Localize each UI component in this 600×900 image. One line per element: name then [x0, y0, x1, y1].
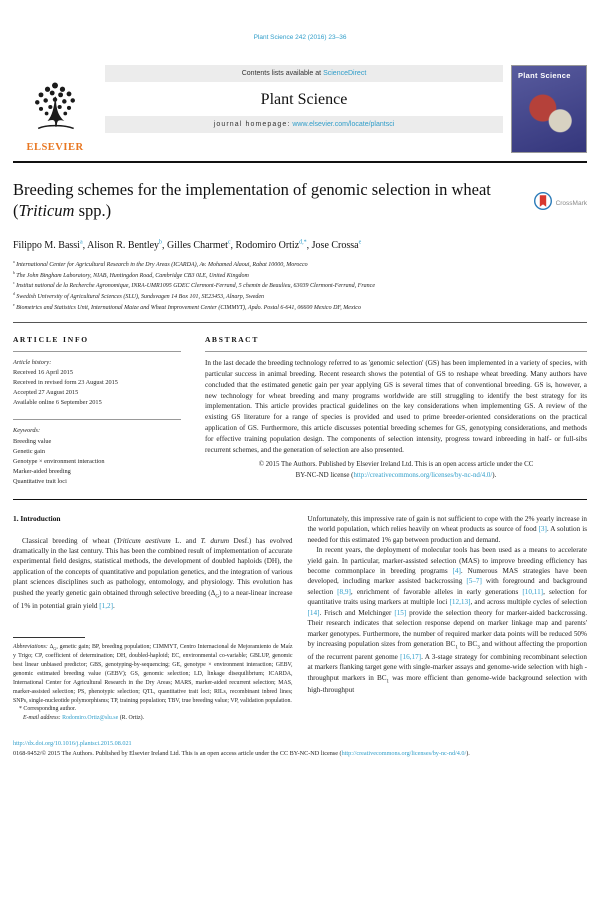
article-history-label: Article history:	[13, 359, 52, 367]
issn-copyright-line: 0168-9452/© 2015 The Authors. Published by Elsevier Ireland Ltd. This is an open access article under the CC BY-NC-ND license (http://creativecommons.org/licenses/by-nc-nd/4.0/).	[13, 749, 470, 757]
history-item: Received in revised form 23 August 2015	[13, 379, 118, 387]
copyright-line: © 2015 The Authors. Published by Elsevier Ireland Ltd. This is an open access article under the CC	[258, 461, 534, 469]
keyword: Breeding value	[13, 437, 52, 445]
abstract-copyright	[205, 460, 587, 481]
article-title: Breeding schemes for the implementation of genomic selection in wheat (Triticum spp.)	[13, 180, 491, 221]
journal-cover-thumbnail[interactable]	[511, 65, 587, 153]
homepage-link[interactable]: www.elsevier.com/locate/plantsci	[292, 121, 395, 128]
homepage-strip	[105, 116, 503, 133]
affiliation: $^d$ Swedish University of Agricultural Sciences (SLU), Sundsvagen 14 Box 101, SE23453, Alnarp, Sweden	[13, 291, 265, 300]
sciencedirect-link[interactable]: ScienceDirect	[323, 70, 367, 77]
header-center	[105, 65, 503, 153]
journal-header	[13, 65, 587, 153]
footnote-rule	[13, 637, 85, 638]
contents-strip	[105, 65, 503, 82]
email-link[interactable]: Rodomiro.Ortiz@slu.se	[62, 715, 119, 722]
contents-text: Contents lists available at	[241, 70, 322, 77]
email-line: E-mail address: Rodomiro.Ortiz@slu.se (R. Ortiz).	[23, 715, 145, 722]
footer-license-link[interactable]: http://creativecommons.org/licenses/by-nc-nd/4.0/	[341, 749, 467, 757]
homepage-label: journal homepage:	[213, 121, 291, 128]
abstract-text: In the last decade the breeding technology referred to as 'genomic selection' (GS) has been implemented in a variety of species, with particular success in animal breeding. Recent research shows the potential of GS to reshape wheat breeding. Many authors have concluded that the estimated genetic gain per year applying GS is several times that of conventional breeding. GS is, however, a new technology for wheat breeding and many programs worldwide are still struggling to identify the best strategy for its implementation. This article provides practical guidelines on the key considerations when implementing GS. A review of the existing GS literature for a range of species is provided and used to prime breeder-oriented considerations on the practical application of GS. Furthermore, this article discusses potential breeding schemes for GS, genotyping considerations, and methods for effective training population design. The components of selection intensity, progress toward inbreeding in half- or full-sibs recurrent schemes, and the generation of selection are also presented.	[205, 359, 587, 454]
section-heading: 1. Introduction	[13, 513, 61, 523]
doi-link[interactable]: http://dx.doi.org/10.1016/j.plantsci.2015.08.021	[13, 740, 132, 748]
divider	[13, 419, 181, 420]
body-paragraph: Unfortunately, this impressive rate of gain is not sufficient to cope with the 2% yearly increase in the world population, which relies heavily on wheat products as source of food [3]. A solution is needed for this estimated 1% gap between production and demand.	[307, 514, 587, 544]
journal-citation[interactable]: Plant Science 242 (2016) 23–36	[253, 34, 347, 41]
crossmark-badge[interactable]	[533, 191, 587, 216]
license-link[interactable]: http://creativecommons.org/licenses/by-nc-nd/4.0/	[353, 471, 493, 479]
affiliation: $^a$ International Center for Agricultural Research in the Dry Areas (ICARDA), Av. Mohamed Alaoui, Rabat 10000, Morocco	[13, 260, 308, 269]
header-divider	[13, 161, 587, 163]
author: , Gilles Charmet$^c$	[162, 240, 231, 251]
crossmark-label: CrossMark	[555, 200, 587, 207]
author: , Jose Crossa$^e$	[307, 240, 362, 251]
footnote-block	[13, 637, 293, 723]
elsevier-wordmark: ELSEVIER	[26, 142, 84, 153]
history-item: Accepted 27 August 2015	[13, 389, 79, 397]
email-label: E-mail address:	[23, 715, 61, 722]
article-info-heading: A R T I C L E I N F O	[13, 335, 88, 345]
keyword: Marker-aided breeding	[13, 467, 71, 475]
corresponding-author-note: * Corresponding author.	[19, 706, 77, 713]
author: Filippo M. Bassi$^a$	[13, 239, 83, 252]
body-left-column	[13, 514, 293, 723]
elsevier-logo[interactable]	[13, 65, 97, 153]
abstract-column	[205, 335, 587, 487]
affiliation: $^b$ The John Bingham Laboratory, NIAB, Huntingdon Road, Cambridge CB3 0LE, United Kingdom	[13, 270, 249, 279]
abbreviations-note: Abbreviations: $\Delta_G$, genetic gain; BP, breeding population; CIMMYT, Centro Internacional de Mejoramiento de Maíz y Trigo; CP, coefficient of determination; DH, doubled-haploid; EC, environmental co-variable; GBLUP, genomic best linear unbiased predictor; GBS, genotyping-by-sequencing; GE, genotype × environment interaction; GEBV, genomic estimated breeding value (GEBV); GS, genomic selection; LD, linkage disequilibrium; ICARDA, International Center for Agricultural Research in the Dry Areas; MARS, marker-aided recurrent selection; MAS, marker-assisted selection; PS, phenotypic selection; QTL, quantitative trait loci; RILs, recombinant inbred lines; SNPs, single-nucleotide polymorphisms; TP, training population; TBV, true breeding value; VP, validation population.	[13, 643, 293, 704]
author: , Alison R. Bentley$^b$	[83, 240, 162, 251]
author: , Rodomiro Ortiz$^{d,*}$	[231, 240, 307, 251]
abstract-divider	[13, 499, 587, 500]
divider	[13, 351, 181, 352]
journal-name: Plant Science	[260, 91, 348, 108]
abstract-heading: A B S T R A C T	[205, 335, 258, 345]
divider	[205, 351, 587, 352]
history-item: Received 16 April 2015	[13, 369, 73, 377]
article-info-column	[13, 335, 181, 487]
affiliation: $^c$ Institut national de la Recherche Agronomique, INRA-UMR1095 GDEC Clermont-Ferrand, 5 chemin de Beaulieu, 63039 Clermont-Ferrand, France	[13, 281, 375, 290]
keyword: Quantitative trait loci	[13, 477, 67, 485]
crossmark-icon	[533, 191, 553, 216]
elsevier-tree-icon	[27, 78, 83, 141]
affiliation-list	[13, 260, 587, 313]
keyword: Genetic gain	[13, 447, 45, 455]
history-item: Available online 6 September 2015	[13, 399, 102, 407]
body-paragraph: Classical breeding of wheat (Triticum aestivum L. and T. durum Desf.) has evolved dramatically in the last century. This has been the combined result of implementation of accurate experimental field designs, statistical methods, the development of doubled haploids (DH), the application of the concepts of quantitative and population genetics, and the integration of various plant sciences disciplines such as pathology, entomology, and physiology. This evolution has pushed the yearly genetic gain obtained through selective breeding $(\Delta_G)$ to a near-linear increase of 1% in potential grain yield [1,2].	[13, 536, 293, 610]
body-paragraph: In recent years, the deployment of molecular tools has been used as a means to accelerate yield gain. In particular, marker-assisted selection (MAS) to improve breeding efficiency has become commonplace in breeding programs [4]. Numerous MAS strategies have been developed, including marker assisted backcrossing [5–7] with foreground and background selection [8,9], enrichment of favorable alleles in early generations [10,11], selection for quantitative traits using markers at multiple loci [12,13], and across multiple cycles of selection [14]. Frisch and Melchinger [15] provide the selection theory for marker-aided backcrossing. Their research indicates that selection response depend on marker linkage map and parents' marker genotypes. Furthermore, the number of required marker data points will be reduced 50% by increasing population sizes from generation $BC_1$ to $BC_3$ and without affecting the proportion of the recurrent parent genome [16,17]. A 3-stage strategy for combining recombinant selection at markers flanking target gene with single-marker assays and genome-wide selection with high -throughput markers in $BC_1$ was more efficient than genome-wide background selection with high-throughput	[307, 546, 588, 695]
author-list	[13, 240, 587, 251]
cover-journal-title: Plant Science	[518, 71, 571, 80]
cover-art-image	[520, 86, 580, 144]
body-right-column	[308, 514, 588, 723]
license-line: BY-NC-ND license (http://creativecommons.org/licenses/by-nc-nd/4.0/).	[295, 471, 497, 479]
affiliation: $^e$ Biometrics and Statistics Unit, International Maize and Wheat Improvement Center (CIMMYT), Apdo. Postal 6-641, 06600 Mexico DF, Mexico	[13, 302, 361, 311]
keyword: Genotype × environment interaction	[13, 457, 105, 465]
page-footer	[13, 739, 587, 758]
keywords-label: Keywords:	[13, 427, 41, 435]
